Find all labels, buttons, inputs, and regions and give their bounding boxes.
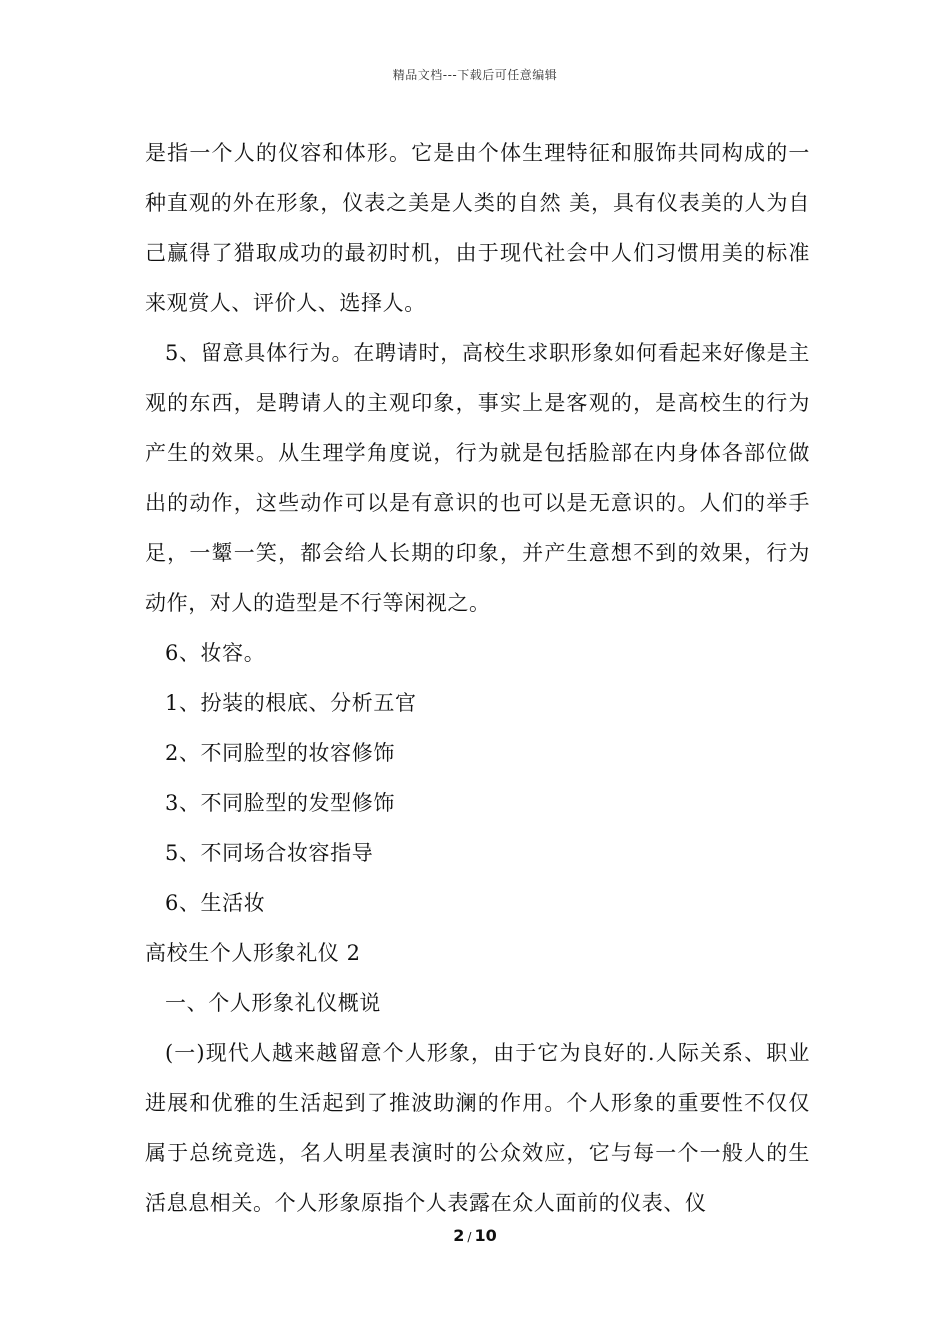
list-item-makeup-basics: 1、扮装的根底、分析五官	[165, 691, 417, 715]
paragraph-personal-image: (一)现代人越来越留意个人形象，由于它为良好的.人际关系、职业进展和优雅的生活起到了推波助澜的作用。个人形象的重要性不仅仅属于总统竞选，名人明星表演时的公众效应，它与每一个一般人的生活息息相关。个人形象原指个人表露在众人面前的仪表、仪	[145, 1041, 810, 1215]
section-subtitle: 一、个人形象礼仪概说	[165, 991, 381, 1015]
paragraph-makeup-heading: 6、妆容。	[165, 641, 266, 665]
list-item-occasion-makeup: 5、不同场合妆容指导	[165, 841, 374, 865]
page-header: 精品文档---下载后可任意编辑	[392, 68, 558, 82]
current-page-number: 2	[453, 1226, 465, 1245]
section-title: 高校生个人形象礼仪 2	[145, 941, 361, 965]
page-number	[0, 1226, 950, 1245]
paragraph-behavior: 5、留意具体行为。在聘请时，高校生求职形象如何看起来好像是主观的东西，是聘请人的主观印象，事实上是客观的，是高校生的行为产生的效果。从生理学角度说，行为就是包括脸部在内身体各部位做出的动作，这些动作可以是有意识的也可以是无意识的。人们的举手足，一颦一笑，都会给人长期的印象，并产生意想不到的效果，行为动作，对人的造型是不行等闲视之。	[145, 341, 810, 615]
list-item-face-shape-hairstyle: 3、不同脸型的发型修饰	[165, 791, 395, 815]
document-body	[145, 128, 810, 1228]
paragraph-appearance: 是指一个人的仪容和体形。它是由个体生理特征和服饰共同构成的一种直观的外在形象，仪表之美是人类的自然 美，具有仪表美的人为自己赢得了猎取成功的最初时机，由于现代社会中人们习惯用美的标准来观赏人、评价人、选择人。	[145, 141, 810, 315]
list-item-daily-makeup: 6、生活妆	[165, 891, 266, 915]
page-number-separator: /	[467, 1230, 472, 1244]
total-page-count: 10	[474, 1226, 497, 1245]
list-item-face-shape-makeup: 2、不同脸型的妆容修饰	[165, 741, 395, 765]
